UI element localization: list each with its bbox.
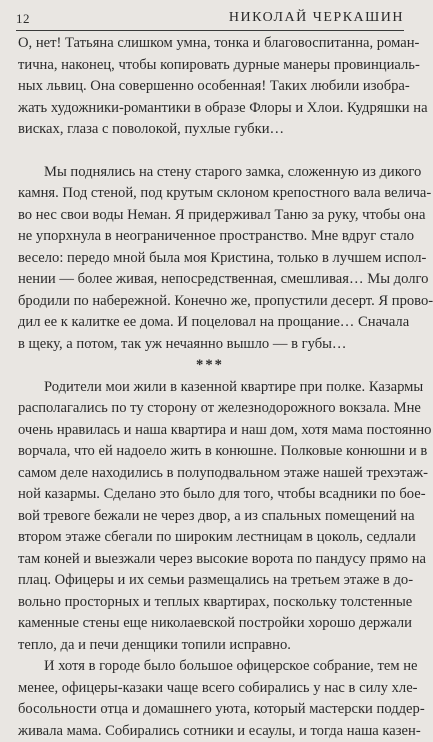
text-line: очень нравилась и наша квартира и наш дом, хотя мама постоянно <box>18 420 402 442</box>
text-line: во нес свои воды Неман. Я придерживал Таню за руку, чтобы она <box>18 205 402 227</box>
text-line: живала мама. Собирались сотники и есаулы, и тогда наша казен- <box>18 721 402 742</box>
text-line: располагались по ту сторону от железнодорожного вокзала. Мне <box>18 398 402 420</box>
text-line: босольности отца и домашнего уюта, который мастерски поддер- <box>18 699 402 721</box>
body-text <box>18 33 402 742</box>
running-head-author: НИКОЛАЙ ЧЕРКАШИН <box>229 10 404 26</box>
text-line: дил ее к калитке ее дома. И поцеловал на прощание… Сначала <box>18 312 402 334</box>
section-separator: *** <box>18 355 402 377</box>
page-number: 12 <box>16 11 30 27</box>
text-line: бродили по набережной. Конечно же, пропустили десерт. Я прово- <box>18 291 402 313</box>
text-line: висках, глаза с поволокой, пухлые губки… <box>18 119 402 141</box>
text-line: вой тревоге бежали не через двор, а из спальных помещений на <box>18 506 402 528</box>
text-line: ных львиц. Она совершенно особенная! Таких любили изобра- <box>18 76 402 98</box>
paragraph-2 <box>18 162 402 356</box>
text-line: самом деле находились в полуподвальном этаже нашей трехэтаж- <box>18 463 402 485</box>
page-header <box>16 6 404 31</box>
text-line: в щеку, а потом, так уж нечаянно вышло — в губы… <box>18 334 402 356</box>
text-line: вольно просторных и теплых квартирах, поскольку толстенные <box>18 592 402 614</box>
paragraph-4 <box>18 656 402 742</box>
paragraph-3 <box>18 377 402 657</box>
text-line: Родители мои жили в казенной квартире при полке. Казармы <box>18 377 402 399</box>
text-line: менее, офицеры-казаки чаще всего собирались у нас в силу хле- <box>18 678 402 700</box>
text-line: И хотя в городе было большое офицерское собрание, тем не <box>18 656 402 678</box>
text-line: втором этаже сбегали по широким лестницам в цоколь, седлали <box>18 527 402 549</box>
text-line: камня. Под стеной, под крутым склоном крепостного вала велича- <box>18 183 402 205</box>
paragraph-gap <box>18 141 402 162</box>
text-line: каменные стены еще николаевской постройки хорошо держали <box>18 613 402 635</box>
text-line: ной казармы. Сделано это было для того, чтобы всадники по бое- <box>18 484 402 506</box>
text-line: нении — более живая, непосредственная, смешливая… Мы долго <box>18 269 402 291</box>
text-line: весело: передо мной была моя Кристина, только в лучшем испол- <box>18 248 402 270</box>
text-line: тична, наконец, чтобы копировать дурные манеры провинциаль- <box>18 55 402 77</box>
text-line: Мы поднялись на стену старого замка, сложенную из дикого <box>18 162 402 184</box>
text-line: плац. Офицеры и их семьи размещались на третьем этаже в до- <box>18 570 402 592</box>
text-line: тепло, да и печи денщики топили исправно. <box>18 635 402 657</box>
text-line: там коней и выезжали через высокие ворота по пандусу прямо на <box>18 549 402 571</box>
text-line: ворчала, что ей надоело жить в конюшне. Полковые конюшни и в <box>18 441 402 463</box>
paragraph-1 <box>18 33 402 141</box>
text-line: О, нет! Татьяна слишком умна, тонка и благовоспитанна, роман- <box>18 33 402 55</box>
text-line: не упорхнула в неограниченное пространство. Мне вдруг стало <box>18 226 402 248</box>
text-line: жать художники-романтики в образе Флоры и Хлои. Кудряшки на <box>18 98 402 120</box>
